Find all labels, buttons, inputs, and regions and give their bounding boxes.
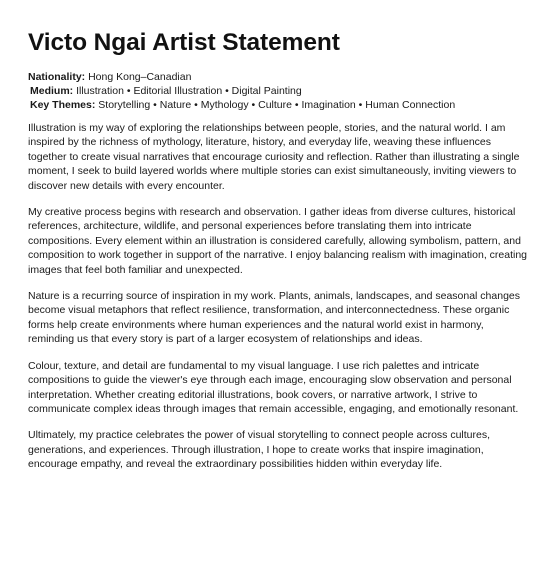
paragraph-2: My creative process begins with research and observation. I gather ideas from diverse cultures, historical references, architecture, wildlife, and personal experiences before translating them into intricate compositions. Every element within an illustration is considered carefully, allowing symbolism, pattern, and composition to work together in support of the narrative. I enjoy balancing realism with imagination, creating images that feel both familiar and unexpected. [28,206,528,276]
themes-value: Storytelling • Nature • Mythology • Culture • Imagination • Human Connection [98,99,456,111]
nationality-value: Hong Kong–Canadian [88,71,192,83]
medium-value: Illustration • Editorial Illustration • Digital Painting [76,85,302,97]
nationality-label: Nationality: [28,71,86,83]
paragraph-3: Nature is a recurring source of inspiration in my work. Plants, animals, landscapes, and seasonal changes become visual metaphors that reflect resilience, transformation, and interconnectedness. These organic forms help create environments where human experiences and the natural world exist in harmony, reminding us that every story is part of a larger ecosystem of relationships and ideas. [28,290,520,346]
paragraph-5: Ultimately, my practice celebrates the power of visual storytelling to connect people across cultures, generations, and experiences. Through illustration, I hope to create works that inspire imagination, encourage empathy, and reveal the extraordinary possibilities hidden within everyday life. [28,429,491,471]
paragraph-1: Illustration is my way of exploring the relationships between people, stories, and the natural world. I am inspired by the richness of mythology, literature, history, and everyday life, weaving these influences together to create visual narratives that encourage curiosity and reflection. Rather than illustrating a single moment, I seek to build layered worlds where multiple stories can exist simultaneously, inviting viewers to discover new details with every encounter. [28,122,520,192]
document-page [28,28,528,484]
medium-label: Medium: [30,85,74,97]
document-title: Victo Ngai Artist Statement [28,29,340,56]
medium-line [28,84,528,98]
metadata-block [28,70,528,112]
paragraph-4: Colour, texture, and detail are fundamental to my visual language. I use rich palettes and intricate compositions to guide the viewer's eye through each image, encouraging slow observation and personal interpretation. Whether creating editorial illustrations, book covers, or narrative artwork, I strive to communicate complex ideas through images that remain accessible, engaging, and emotionally resonant. [28,359,519,415]
nationality-line [28,70,528,84]
themes-label: Key Themes: [30,99,96,111]
themes-line [28,98,528,112]
